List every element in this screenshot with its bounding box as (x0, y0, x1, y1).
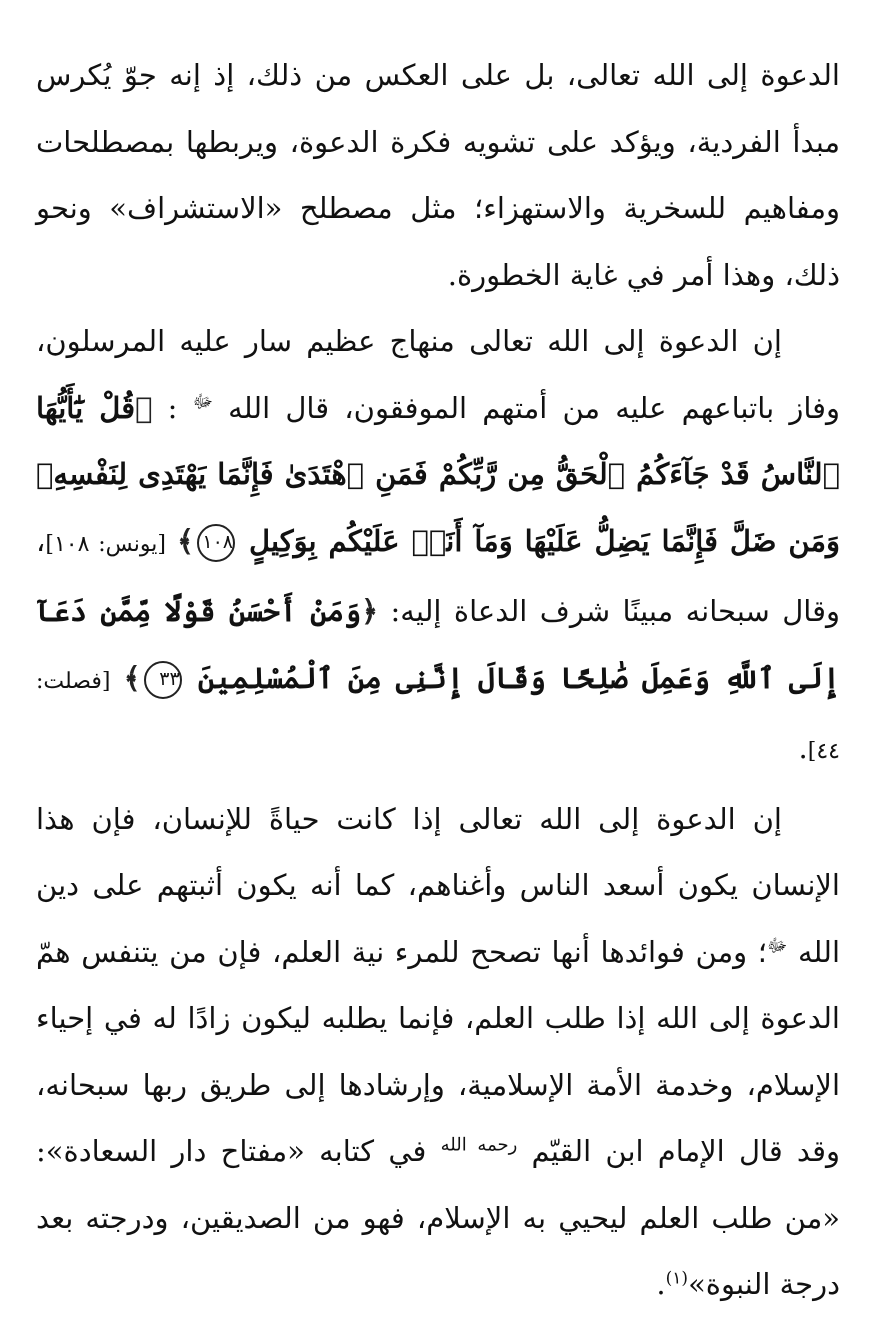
footnote-marker: (١) (665, 1268, 689, 1289)
paragraph-1-text: الدعوة إلى الله تعالى، بل على العكس من ذلك، إذ إنه جوّ يُكرس مبدأ الفردية، ويؤكد على تشويه فكرة الدعوة، ويربطها بمصطلحات ومفاهيم للسخرية والاستهزاء؛ مثل مصطلح «الاستشراف» ونحو ذلك، وهذا أمر في غاية الخطورة. (36, 58, 840, 292)
verse-reference: [يونس: ١٠٨] (45, 531, 166, 557)
colon-mark: : (167, 390, 178, 425)
paragraph-1 (36, 42, 840, 308)
book-page (36, 42, 841, 1301)
paragraph-2 (36, 308, 840, 786)
paragraph-3-part-3: في كتابه «مفتاح دار السعادة»: «من طلب العلم ليحيي به الإسلام، فهو من الصديقين، ودرجته بعد درجة النبوة» (36, 1134, 840, 1301)
verse-reference: [فصلت: ٤٤] (36, 668, 840, 764)
ornate-bracket-close: ﴾ (123, 660, 141, 695)
honorific-glyph: ﷻ (766, 934, 788, 956)
quran-verse-fussilat: وَمَنْ أَحْسَنُ قَوْلًا مِّمَّن دَعَآ إِلَى ٱللَّهِ وَعَمِلَ صَٰلِحًا وَقَالَ إِنَّنِى مِنَ ٱلْمُسْلِمِينَ (36, 594, 841, 695)
paragraph-3-part-1: إن الدعوة إلى الله تعالى إذا كانت حياةً للإنسان، فإن هذا الإنسان يكون أسعد الناس وأغناهم، كما أنه يكون أثبتهم على دين الله (36, 801, 841, 969)
paragraph-3-part-2: ؛ ومن فوائدها أنها تصحح للمرء نية العلم، فإن من يتنفس همّ الدعوة إلى الله إذا طلب العلم، فإنما يطلبه ليكون زادًا له في إحياء الإسلام، وخدمة الأمة الإسلامية، وإرشادها إلى طريق ربها سبحانه، وقد قال الإمام ابن القيّم (36, 934, 841, 1168)
paragraph-3 (36, 786, 840, 1318)
honorific-glyph: ﷻ (192, 390, 213, 412)
paragraph-2-end: . (798, 731, 808, 765)
paragraph-3-end: . (656, 1267, 666, 1301)
verse-number-medallion: ١٠٨ (197, 524, 235, 562)
ornate-bracket-close: ﴾ (176, 523, 194, 558)
quran-verse-yunus: قُلْ يَٰٓأَيُّهَا ٱلنَّاسُ قَدْ جَآءَكُمُ ٱلْحَقُّ مِن رَّبِّكُمْ فَمَنِ ٱهْتَدَىٰ فَإِنَّمَا يَهْتَدِى لِنَفْسِهِۦ وَمَن ضَلَّ فَإِنَّمَا يَضِلُّ عَلَيْهَا وَمَآ أَنَا۠ عَلَيْكُم بِوَكِيلٍ (36, 390, 841, 558)
honorific-glyph: رحمه الله (440, 1134, 518, 1156)
ornate-bracket-open: ﴿ (135, 390, 153, 425)
verse-number-medallion: ٣٣ (144, 661, 182, 699)
paragraph-2-intro: إن الدعوة إلى الله تعالى منهاج عظيم سار عليه المرسلون، وفاز باتباعهم عليه من أمتهم الموفقون، قال الله (36, 324, 841, 425)
ornate-bracket-open: ﴿ (361, 594, 379, 628)
paragraph-2-middle: ، وقال سبحانه مبينًا شرف الدعاة إليه: (36, 523, 840, 628)
